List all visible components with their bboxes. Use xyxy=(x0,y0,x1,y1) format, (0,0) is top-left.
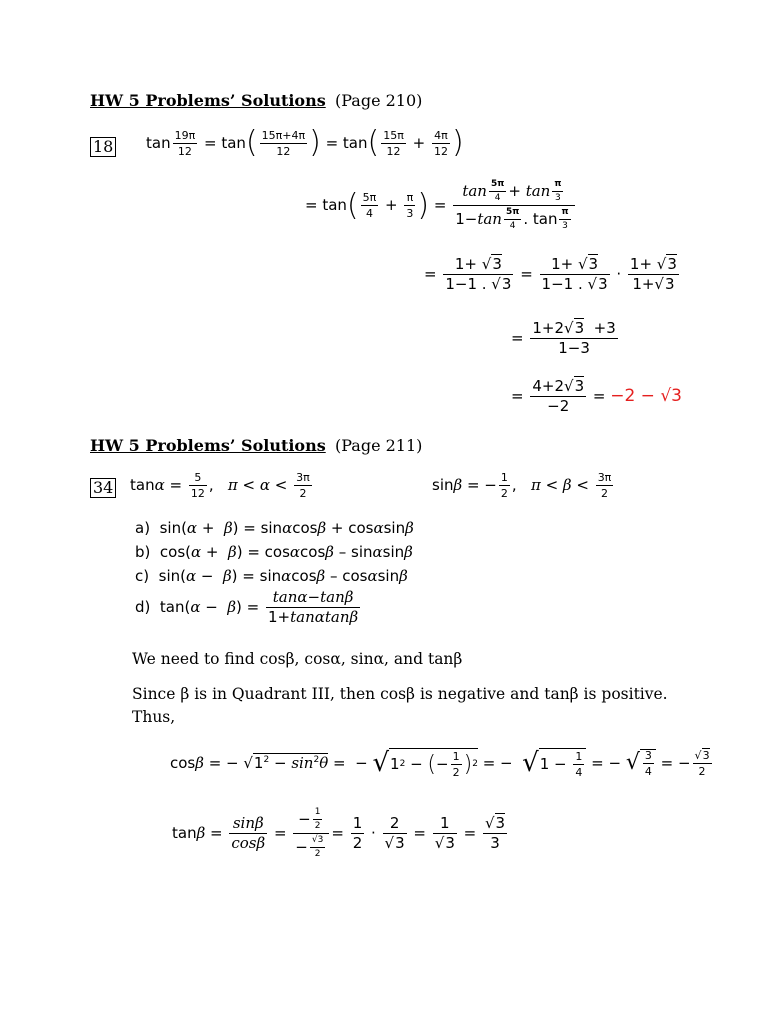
equation-line-1: tan $\frac{19\pi}{12}$ = tan ( $\frac{15\pi+4\pi}{12}$ ) = tan ( $\frac{15\pi}{12}$ + $\frac{4\pi}{12}$ ) xyxy=(146,125,464,160)
formula-a: a) sin(α + β) = sinαcosβ + cosαsinβ xyxy=(135,519,414,537)
section2-title: HW 5 Problems’ Solutions xyxy=(90,436,326,455)
equation-line-4: = $\frac{1+2√3 +3}{1-3}$ xyxy=(511,319,616,357)
equation-line-2: = tan ( $\frac{5\pi}{4}$ + $\frac{\pi}{3}$ ) = tan $\frac{5\pi}{4}$ + tan $\frac{\pi}{3}$ 1−tan $\frac{5\pi}{4}$ . tan $\frac{\pi}{3}$ xyxy=(305,180,577,231)
equation-line-3: = $\frac{1+ √3}{1-1 . √3}$ = $\frac{1+ √3}{1-1 . √3}$ · $\frac{1+ √3}{1+√3}$ xyxy=(424,255,677,293)
thus-text: Thus, xyxy=(132,708,176,726)
equation-line-5: = $\frac{4+2√3}{-2}$ = −2 − √3 xyxy=(511,377,682,415)
need-text: We need to find cosβ, cosα, sinα, and tanβ xyxy=(132,650,463,668)
cos-beta-equation: cosβ = − $√1^2 - \sin^2\theta$ = − √ 1 2 − ( − $\frac{1}{2}$ ) 2 = − √ 1 − $\frac{1}{4}$ = − √ $\frac{3}{4}$ = − $\frac{√3}{2}$ xyxy=(170,748,710,779)
problem-number-18: 18 xyxy=(90,137,116,157)
problem-number-34: 34 xyxy=(90,478,116,498)
section1-title: HW 5 Problems’ Solutions xyxy=(90,91,326,110)
formula-b: b) cos(α + β) = cosαcosβ – sinαsinβ xyxy=(135,543,413,561)
since-text: Since β is in Quadrant III, then cosβ is negative and tanβ is positive. xyxy=(132,685,668,703)
formula-c: c) sin(α − β) = sinαcosβ – cosαsinβ xyxy=(135,567,408,585)
section2-page-ref: (Page 211) xyxy=(335,436,423,455)
tan-beta-equation: tanβ = $\frac{\sin\beta}{\cos\beta}$ = − $\frac{1}{2}$ − $\frac{√3}{2}$ = $\frac{1}{2}$ · $\frac{2}{√3}$ = $\frac{1}{√3}$ = $\frac{√3}{3}$ xyxy=(172,807,506,859)
formula-d: d) tan(α − β) = $\frac{\tan\alpha-\tan\beta}{1+\tan\alpha\tan\beta}$ xyxy=(135,588,359,626)
given-alpha: tanα = $\frac{5}{12}$ , π < α < $\frac{3\pi}{2}$ xyxy=(130,471,310,500)
final-answer: −2 − √3 xyxy=(610,386,682,406)
section1-page-ref: (Page 210) xyxy=(335,91,423,110)
given-beta: sinβ = − $\frac{1}{2}$ , π < β < $\frac{3\pi}{2}$ xyxy=(432,471,612,500)
